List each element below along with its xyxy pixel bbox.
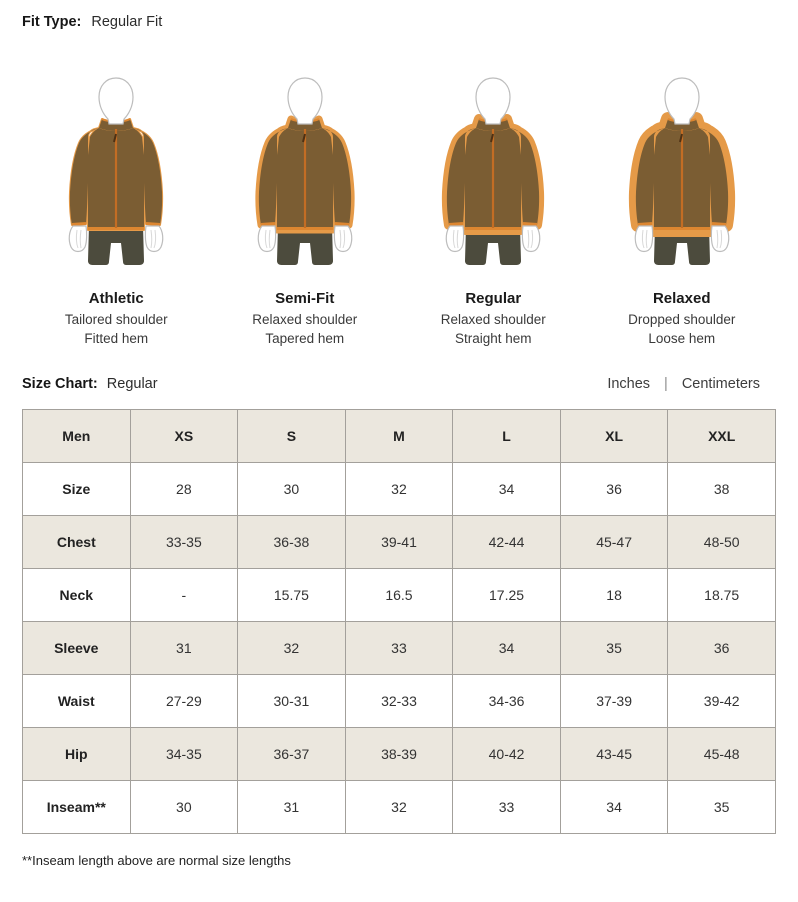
unit-centimeters[interactable]: Centimeters (681, 376, 760, 392)
table-header-size-xs: XS (130, 410, 238, 463)
fit-figure-art (428, 75, 558, 265)
fit-type-value: Regular Fit (91, 14, 163, 30)
table-cell: 33 (453, 781, 561, 834)
table-row-neck (23, 569, 776, 622)
table-header-size-m: M (345, 410, 453, 463)
unit-inches[interactable]: Inches (607, 376, 651, 392)
table-row-chest (23, 516, 776, 569)
table-row-hip (23, 728, 776, 781)
table-cell: 18 (560, 569, 668, 622)
size-chart-label: Size Chart: (22, 376, 98, 392)
table-cell: 32-33 (345, 675, 453, 728)
unit-toggle (607, 376, 760, 392)
table-cell: 34-35 (130, 728, 238, 781)
table-cell: 34-36 (453, 675, 561, 728)
size-chart-heading (22, 376, 158, 392)
right-cuff-trim (335, 224, 349, 225)
table-cell: 39-41 (345, 516, 453, 569)
fit-shoulder-desc: Relaxed shoulder (440, 312, 546, 327)
fit-hem-desc: Tapered hem (265, 330, 345, 346)
table-header-size-s: S (238, 410, 346, 463)
fit-hem-desc: Fitted hem (84, 330, 149, 346)
table-header-row (23, 410, 776, 463)
left-cuff-trim (449, 224, 463, 225)
row-label: Chest (23, 516, 131, 569)
size-chart-value: Regular (106, 376, 158, 392)
table-header-size-l: L (453, 410, 561, 463)
fit-figure-illustration (240, 75, 370, 265)
table-cell: 38-39 (345, 728, 453, 781)
size-chart-table (22, 409, 776, 834)
fit-figure-relaxed (588, 75, 777, 345)
table-header-men: Men (23, 410, 131, 463)
fit-figure-illustration (428, 75, 558, 265)
fit-figure-art (240, 75, 370, 265)
fit-figure-illustration (51, 75, 181, 265)
table-cell: 45-48 (668, 728, 776, 781)
table-cell: 40-42 (453, 728, 561, 781)
table-cell: 37-39 (560, 675, 668, 728)
table-cell: 33 (345, 622, 453, 675)
row-label: Inseam** (23, 781, 131, 834)
table-row-waist (23, 675, 776, 728)
table-cell: 38 (668, 463, 776, 516)
table-cell: 18.75 (668, 569, 776, 622)
fit-name: Regular (465, 290, 522, 307)
table-header-size-xxl: XXL (668, 410, 776, 463)
table-cell: - (130, 569, 238, 622)
fit-type-label: Fit Type: (22, 14, 82, 30)
fit-hem-desc: Straight hem (454, 330, 532, 346)
table-cell: 36 (560, 463, 668, 516)
table-cell: 34 (453, 622, 561, 675)
row-label: Waist (23, 675, 131, 728)
table-cell: 28 (130, 463, 238, 516)
table-cell: 32 (238, 622, 346, 675)
left-cuff-trim (638, 224, 652, 225)
fit-shoulder-desc: Tailored shoulder (64, 312, 168, 327)
row-label: Neck (23, 569, 131, 622)
fit-figure-athletic (22, 75, 211, 345)
left-cuff-trim (72, 224, 86, 225)
table-cell: 32 (345, 781, 453, 834)
table-row-inseam (23, 781, 776, 834)
unit-divider: | (664, 376, 668, 392)
row-label: Sleeve (23, 622, 131, 675)
fit-shoulder-desc: Relaxed shoulder (252, 312, 358, 327)
table-cell: 34 (453, 463, 561, 516)
table-cell: 16.5 (345, 569, 453, 622)
table-cell: 45-47 (560, 516, 668, 569)
fit-figure-art (617, 75, 747, 265)
fit-figure-semi-fit (211, 75, 400, 345)
table-cell: 42-44 (453, 516, 561, 569)
fit-type-heading (22, 13, 776, 31)
fit-figure-regular (399, 75, 588, 345)
table-cell: 36-38 (238, 516, 346, 569)
table-cell: 15.75 (238, 569, 346, 622)
fit-hem-desc: Loose hem (648, 330, 716, 346)
table-cell: 30 (238, 463, 346, 516)
right-cuff-trim (712, 224, 726, 225)
table-cell: 33-35 (130, 516, 238, 569)
fit-name: Relaxed (652, 290, 711, 307)
fit-shoulder-desc: Dropped shoulder (628, 312, 736, 327)
size-chart-bar (22, 376, 776, 392)
table-header-size-xl: XL (560, 410, 668, 463)
table-cell: 39-42 (668, 675, 776, 728)
table-cell: 43-45 (560, 728, 668, 781)
fit-figure-illustration (617, 75, 747, 265)
row-label: Hip (23, 728, 131, 781)
table-row-size (23, 463, 776, 516)
table-cell: 36-37 (238, 728, 346, 781)
fit-name: Semi-Fit (275, 290, 335, 307)
table-cell: 35 (668, 781, 776, 834)
inseam-footnote: **Inseam length above are normal size lengths (22, 853, 291, 868)
table-cell: 35 (560, 622, 668, 675)
right-cuff-trim (523, 224, 537, 225)
table-cell: 30-31 (238, 675, 346, 728)
table-cell: 27-29 (130, 675, 238, 728)
table-cell: 17.25 (453, 569, 561, 622)
table-cell: 36 (668, 622, 776, 675)
table-cell: 31 (238, 781, 346, 834)
table-row-sleeve (23, 622, 776, 675)
fit-name: Athletic (88, 290, 144, 307)
head-shape (99, 78, 133, 124)
right-cuff-trim (146, 224, 160, 225)
row-label: Size (23, 463, 131, 516)
table-cell: 31 (130, 622, 238, 675)
table-cell: 48-50 (668, 516, 776, 569)
table-cell: 30 (130, 781, 238, 834)
left-cuff-trim (261, 224, 275, 225)
fit-figure-art (51, 75, 181, 265)
fit-figures-row (22, 75, 776, 345)
table-cell: 34 (560, 781, 668, 834)
table-cell: 32 (345, 463, 453, 516)
